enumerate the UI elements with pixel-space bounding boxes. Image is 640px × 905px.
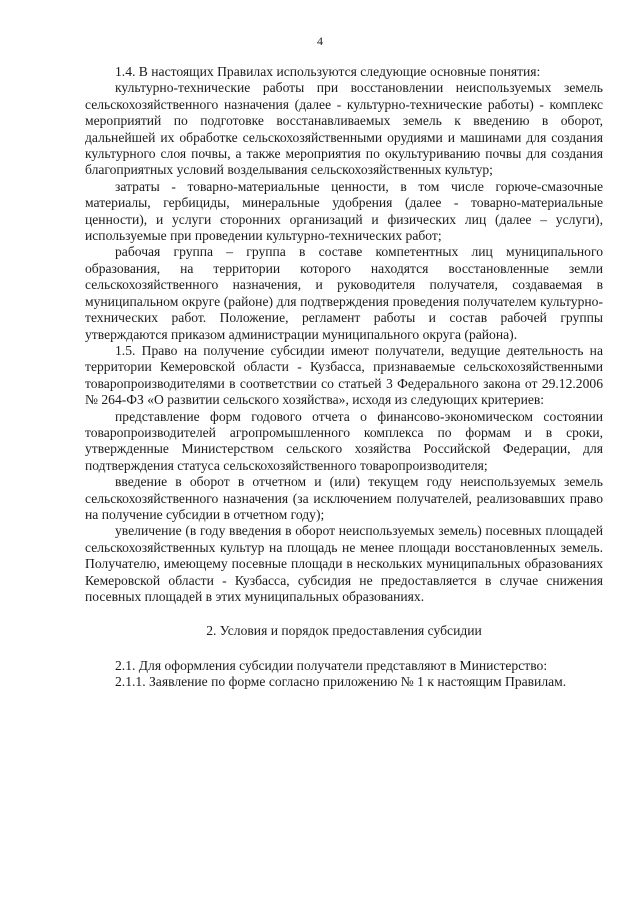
criterion-sown-area-increase: увеличение (в году введения в оборот неиспользуемых земель) посевных площадей сельскохозяйственных культур на площадь не менее площади восстановленных земель. Получателю, имеющему посевные площади в нескольких муниципальных образованиях Кемеровской области - Кузбасса, субсидия не предоставляется в случае снижения посевных площадей в этих муниципальных образованиях.	[85, 523, 603, 604]
paragraph-1-4-intro: 1.4. В настоящих Правилах используются следующие основные понятия:	[115, 64, 541, 79]
criterion-annual-report: представление форм годового отчета о финансово-экономическом состоянии товаропроизводителей агропромышленного комплекса по формам и в сроки, утвержденные Министерством сельского хозяйства Российской Федерации, для подтверждения статуса сельскохозяйственного товаропроизводителя;	[85, 408, 603, 473]
definition-working-group: рабочая группа – группа в составе компетентных лиц муниципального образования, на территории которого находятся восстановленные земли сельскохозяйственного назначения, и руководителя получателя, создаваемая в муниципальном округе (районе) для подтверждения проведения получателем культурно-технических работ. Положение, регламент работы и состав рабочей группы утверждаются приказом администрации муниципального округа (района).	[85, 244, 603, 342]
section-heading-2: 2. Условия и порядок предоставления субсидии	[206, 623, 482, 639]
definition-costs: затраты - товарно-материальные ценности, в том числе горюче-смазочные материалы, гербициды, минеральные удобрения (далее - товарно-материальные ценности), и услуги сторонних организаций и физических лиц (далее – услуги), используемые при проведении культурно-технических работ;	[85, 178, 603, 244]
page-number: 4	[317, 34, 323, 48]
paragraph-2-1-1: 2.1.1. Заявление по форме согласно приложению № 1 к настоящим Правилам.	[115, 674, 567, 690]
definition-cultural-technical-works: культурно-технические работы при восстановлении неиспользуемых земель сельскохозяйственного назначения (далее - культурно-технические работы) - комплекс мероприятий по подготовке восстанавливаемых земель к введению в оборот, дальнейшей их обработке сельскохозяйственными орудиями и машинами для создания культурного слоя почвы, а также мероприятия по окультуриванию почвы для создания благоприятных условий возделывания сельскохозяйственных культур;	[85, 80, 603, 178]
paragraph-2-1: 2.1. Для оформления субсидии получатели представляют в Министерство:	[115, 657, 548, 673]
document-body	[85, 64, 603, 691]
criterion-land-introduction: введение в оборот в отчетном и (или) текущем году неиспользуемых земель сельскохозяйственного назначения (за исключением получателей, реализовавших право на получение субсидии в отчетном году);	[85, 474, 603, 522]
paragraph-1-5-eligibility: 1.5. Право на получение субсидии имеют получатели, ведущие деятельность на территории Кемеровской области - Кузбасса, признаваемые сельскохозяйственными товаропроизводителями в соответствии со статьей 3 Федерального закона от 29.12.2006 № 264-ФЗ «О развитии сельского хозяйства», исходя из следующих критериев:	[85, 342, 603, 408]
